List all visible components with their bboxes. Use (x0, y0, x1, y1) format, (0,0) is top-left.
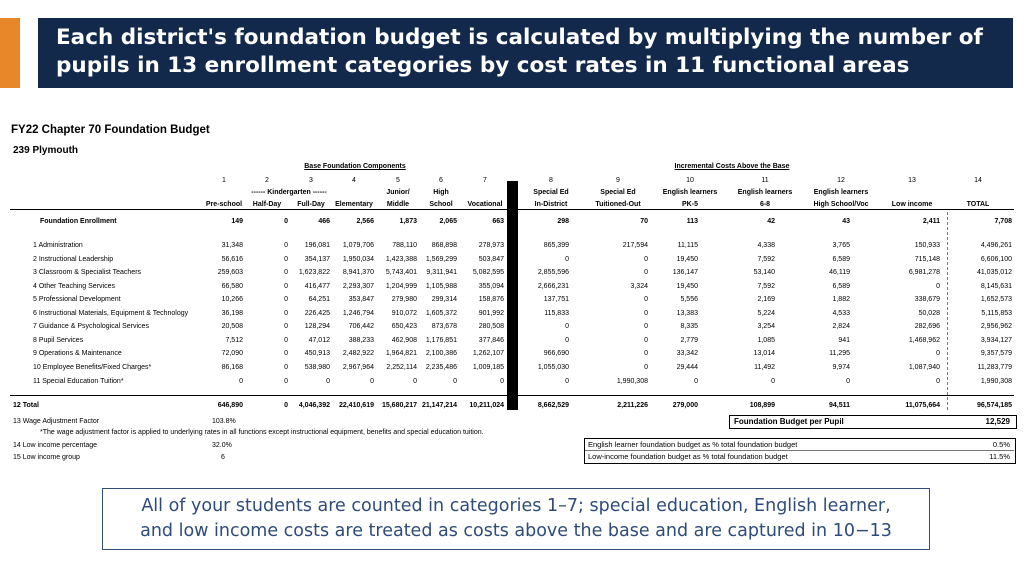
table-cell: 8,941,370 (342, 269, 374, 277)
table-cell: 72,090 (221, 350, 243, 358)
table-cell: 53,140 (753, 269, 775, 277)
table-cell: 1,176,851 (425, 336, 457, 344)
column-separator-bar (507, 181, 518, 410)
incremental-costs-header: Incremental Costs Above the Base (674, 163, 790, 170)
enrollment-value: 2,411 (922, 218, 940, 225)
column-header: Low income (891, 201, 933, 208)
table-cell: 1,990,308 (980, 377, 1012, 385)
table-cell: 2,235,486 (425, 363, 457, 371)
total-cell: 21,147,214 (421, 402, 457, 409)
function-row-label: 2 Instructional Leadership (33, 255, 114, 263)
table-cell: 1,262,107 (472, 350, 504, 358)
table-cell: 462,908 (391, 336, 417, 344)
table-cell: 66,580 (221, 282, 243, 290)
column-header: Half-Day (252, 201, 282, 208)
column-number: 12 (837, 177, 845, 184)
function-row-label: 5 Professional Development (33, 296, 121, 304)
table-cell: 1,990,308 (616, 377, 648, 385)
table-cell: 3,254 (757, 323, 775, 331)
function-row-label: 11 Special Education Tuition* (33, 377, 124, 385)
table-cell: 11,295 (829, 350, 850, 358)
table-cell: 0 (846, 377, 850, 385)
total-cell: 11,075,664 (905, 402, 940, 409)
low-income-group-value: 6 (221, 454, 225, 461)
base-components-header: Base Foundation Components (304, 163, 406, 170)
table-cell: 0 (284, 363, 288, 371)
table-cell: 2,956,962 (980, 323, 1012, 331)
district-name: 239 Plymouth (13, 145, 79, 156)
table-cell: 5,115,853 (981, 309, 1012, 317)
column-number: 7 (483, 177, 487, 184)
table-cell: 1,652,573 (980, 296, 1012, 304)
table-cell: 354,137 (304, 255, 330, 263)
wage-adjustment-label: 13 Wage Adjustment Factor (13, 418, 100, 425)
table-cell: 0 (284, 350, 288, 358)
total-cell: 0 (284, 402, 288, 409)
table-cell: 0 (565, 336, 569, 344)
table-cell: 278,973 (478, 242, 504, 249)
table-cell: 355,094 (478, 282, 504, 290)
table-cell: 29,444 (676, 363, 698, 371)
wage-adjustment-note: *The wage adjustment factor is applied to underlying rates in all functions except instructional equipment, benefits and special education tuition. (40, 429, 484, 436)
total-cell: 96,574,185 (976, 402, 1012, 409)
table-cell: 353,847 (348, 296, 374, 304)
total-rule (10, 395, 1014, 396)
table-cell: 19,450 (676, 282, 698, 290)
caption-line-2: and low income costs are treated as costs above the base and are captured in 10−13 (140, 521, 892, 541)
table-cell: 2,666,231 (537, 282, 569, 290)
function-row-label: 1 Administration (33, 242, 83, 249)
low-income-group-label: 15 Low income group (13, 454, 80, 461)
table-cell: 6,606,100 (980, 255, 1012, 263)
table-cell: 0 (284, 242, 288, 249)
column-header-top: English learners (813, 189, 869, 196)
table-cell: 56,616 (221, 255, 243, 263)
table-cell: 50,028 (918, 309, 940, 317)
table-cell: 196,081 (304, 242, 330, 249)
table-cell: 0 (644, 350, 648, 358)
table-cell: 11,283,779 (977, 363, 1012, 371)
table-cell: 8,335 (680, 323, 698, 331)
column-number: 14 (974, 177, 982, 184)
table-cell: 10,266 (221, 296, 243, 304)
table-cell: 0 (453, 377, 457, 385)
column-number: 2 (265, 177, 269, 184)
table-cell: 650,423 (391, 323, 417, 331)
table-cell: 1,423,388 (385, 255, 417, 263)
table-cell: 2,169 (757, 296, 775, 304)
table-cell: 0 (284, 323, 288, 331)
total-cell: 94,511 (828, 402, 850, 409)
table-cell: 1,623,822 (298, 269, 330, 277)
li-percentage-value: 11.5% (989, 452, 1010, 461)
table-cell: 259,603 (217, 269, 243, 277)
table-cell: 1,605,372 (425, 309, 457, 317)
total-cell: 8,662,529 (537, 402, 569, 409)
kindergarten-group-label: ------ Kindergarten ------ (251, 189, 327, 196)
table-cell: 788,110 (392, 242, 417, 249)
table-cell: 0 (936, 350, 940, 358)
table-cell: 0 (284, 296, 288, 304)
li-percentage-label: Low-income foundation budget as % total foundation budget (588, 452, 788, 461)
table-cell: 2,100,386 (425, 350, 457, 358)
table-cell: 1,204,999 (385, 282, 417, 290)
total-cell: 108,899 (749, 402, 775, 409)
table-cell: 1,882 (832, 296, 850, 304)
enrollment-value: 1,873 (399, 218, 417, 225)
table-cell: 868,898 (431, 242, 457, 249)
function-row-label: 10 Employee Benefits/Fixed Charges* (33, 363, 152, 371)
table-cell: 0 (565, 377, 569, 385)
total-cell: 4,046,392 (298, 402, 330, 409)
table-cell: 3,765 (832, 242, 850, 249)
enrollment-value: 70 (640, 218, 648, 225)
table-cell: 5,082,595 (472, 269, 504, 277)
table-cell: 941 (838, 336, 850, 344)
table-cell: 0 (500, 377, 504, 385)
table-cell: 0 (936, 282, 940, 290)
table-cell: 0 (284, 309, 288, 317)
table-cell: 1,468,962 (908, 336, 940, 344)
table-cell: 9,974 (832, 363, 850, 371)
column-header: Tuitioned-Out (595, 201, 641, 208)
table-cell: 1,087,940 (908, 363, 940, 371)
column-number: 3 (309, 177, 313, 184)
table-cell: 13,014 (753, 350, 775, 358)
table-cell: 0 (413, 377, 417, 385)
column-number: 4 (352, 177, 356, 184)
table-cell: 5,556 (680, 296, 698, 304)
table-cell: 2,824 (832, 323, 850, 331)
table-cell: 9,311,941 (426, 269, 457, 277)
table-cell: 7,512 (225, 336, 243, 344)
table-cell: 31,348 (221, 242, 243, 249)
column-header-top: English learners (737, 189, 793, 196)
table-cell: 2,967,964 (342, 363, 374, 371)
enrollment-value: 0 (284, 218, 288, 225)
table-cell: 9,357,579 (980, 350, 1012, 358)
per-pupil-value: 12,529 (985, 417, 1010, 426)
table-cell: 0 (771, 377, 775, 385)
table-cell: 0 (644, 255, 648, 263)
table-cell: 150,933 (914, 242, 940, 249)
caption-text (103, 494, 929, 544)
table-cell: 6,589 (832, 282, 850, 290)
table-cell: 0 (284, 336, 288, 344)
function-row-label: 8 Pupil Services (33, 336, 84, 344)
table-cell: 5,224 (757, 309, 775, 317)
table-cell: 299,314 (431, 296, 457, 304)
column-number: 11 (761, 177, 769, 184)
table-cell: 47,012 (308, 336, 330, 344)
table-cell: 280,508 (478, 323, 504, 331)
column-number: 1 (222, 177, 226, 184)
column-number: 10 (686, 177, 694, 184)
table-cell: 0 (644, 296, 648, 304)
table-cell: 966,690 (543, 350, 569, 358)
table-cell: 5,743,401 (385, 269, 417, 277)
column-number: 9 (616, 177, 620, 184)
total-cell: 646,890 (217, 402, 243, 409)
table-cell: 7,592 (757, 255, 775, 263)
table-cell: 1,950,034 (342, 255, 374, 263)
table-cell: 873,678 (431, 323, 457, 331)
table-cell: 0 (370, 377, 374, 385)
table-cell: 865,399 (543, 242, 569, 249)
column-header-top: Junior/ (386, 189, 410, 196)
low-income-percentage-value: 32.0% (212, 442, 232, 449)
caption-line-1: All of your students are counted in categories 1–7; special education, English learner, (141, 496, 891, 516)
budget-title: FY22 Chapter 70 Foundation Budget (11, 124, 210, 136)
column-header-top: High (433, 189, 449, 196)
table-cell: 0 (694, 377, 698, 385)
table-cell: 1,055,030 (537, 363, 569, 371)
column-number: 8 (549, 177, 553, 184)
table-cell: 2,855,596 (537, 269, 569, 277)
table-cell: 538,980 (304, 363, 330, 371)
table-cell: 0 (565, 323, 569, 331)
table-cell: 6,589 (832, 255, 850, 263)
total-cell: 2,211,226 (617, 402, 648, 409)
table-cell: 1,964,821 (385, 350, 417, 358)
table-cell: 115,833 (544, 309, 569, 317)
table-cell: 64,251 (308, 296, 330, 304)
table-cell: 4,496,261 (980, 242, 1012, 249)
table-cell: 20,508 (221, 323, 243, 331)
table-cell: 0 (326, 377, 330, 385)
table-cell: 11,492 (754, 363, 775, 371)
table-cell: 1,009,185 (472, 363, 504, 371)
table-cell: 19,450 (676, 255, 698, 263)
enrollment-value: 7,708 (994, 218, 1012, 225)
table-cell: 1,246,794 (342, 309, 374, 317)
column-header-top: Special Ed (600, 189, 636, 196)
column-header: Full-Day (297, 201, 325, 208)
total-row-label: 12 Total (13, 402, 39, 409)
table-cell: 0 (284, 282, 288, 290)
table-cell: 2,293,307 (342, 282, 374, 290)
table-cell: 0 (239, 377, 243, 385)
table-cell: 0 (644, 363, 648, 371)
low-income-percentage-label: 14 Low income percentage (13, 442, 98, 449)
table-cell: 13,383 (676, 309, 698, 317)
table-cell: 226,425 (304, 309, 330, 317)
table-cell: 377,846 (478, 336, 504, 344)
column-header: Vocational (467, 201, 503, 208)
table-cell: 0 (284, 269, 288, 277)
table-cell: 6,981,278 (908, 269, 940, 277)
table-cell: 41,035,012 (976, 269, 1012, 277)
table-cell: 1,105,988 (425, 282, 457, 290)
table-cell: 910,072 (391, 309, 417, 317)
table-cell: 36,198 (221, 309, 243, 317)
table-cell: 0 (644, 309, 648, 317)
total-cell: 15,680,217 (381, 402, 417, 409)
column-header: High School/Voc (813, 201, 869, 208)
table-cell: 2,252,114 (386, 363, 417, 371)
table-cell: 0 (284, 255, 288, 263)
table-cell: 11,115 (677, 242, 698, 249)
function-row-label: 9 Operations & Maintenance (33, 350, 122, 358)
table-cell: 33,342 (676, 350, 698, 358)
table-cell: 416,477 (304, 282, 330, 290)
enrollment-label: Foundation Enrollment (40, 218, 117, 225)
function-row-label: 4 Other Teaching Services (33, 282, 115, 290)
table-cell: 1,569,299 (425, 255, 457, 263)
total-cell: 10,211,024 (469, 402, 504, 409)
table-cell: 388,233 (348, 336, 374, 344)
table-cell: 4,533 (832, 309, 850, 317)
el-percentage-label: English learner foundation budget as % total foundation budget (588, 440, 798, 449)
per-pupil-label: Foundation Budget per Pupil (734, 417, 844, 426)
slide-title-line-2: pupils in 13 enrollment categories by cost rates in 11 functional areas (56, 53, 910, 78)
column-header-top: Special Ed (533, 189, 569, 196)
table-cell: 0 (565, 255, 569, 263)
table-cell: 0 (644, 269, 648, 277)
table-cell: 0 (936, 377, 940, 385)
table-cell: 4,338 (757, 242, 775, 249)
column-number: 5 (396, 177, 400, 184)
column-header: 6-8 (759, 201, 771, 208)
table-cell: 158,876 (478, 296, 504, 304)
enrollment-value: 42 (767, 218, 775, 225)
percentage-box-divider (585, 450, 1014, 451)
enrollment-value: 466 (318, 218, 330, 225)
table-cell: 8,145,631 (980, 282, 1012, 290)
column-number: 13 (908, 177, 916, 184)
slide-title-line-1: Each district's foundation budget is calculated by multiplying the number of (56, 25, 983, 50)
total-column-divider (947, 212, 948, 410)
table-cell: 46,119 (829, 269, 850, 277)
column-header: Elementary (335, 201, 373, 208)
table-cell: 1,085 (757, 336, 775, 344)
table-cell: 0 (644, 336, 648, 344)
table-cell: 282,696 (914, 323, 940, 331)
enrollment-value: 43 (842, 218, 850, 225)
table-cell: 1,079,706 (342, 242, 374, 249)
enrollment-value: 298 (557, 218, 569, 225)
function-row-label: 6 Instructional Materials, Equipment & Technology (33, 309, 189, 317)
table-cell: 137,751 (543, 296, 569, 304)
enrollment-value: 113 (686, 218, 698, 225)
table-cell: 503,847 (478, 255, 504, 263)
enrollment-value: 149 (231, 218, 243, 225)
column-header: Pre-school (205, 201, 243, 208)
table-cell: 2,482,922 (342, 350, 374, 358)
column-header: In-District (534, 201, 568, 208)
total-cell: 22,410,619 (338, 402, 374, 409)
function-row-label: 3 Classroom & Specialist Teachers (33, 269, 142, 277)
column-header-top: English learners (662, 189, 718, 196)
table-cell: 450,913 (304, 350, 330, 358)
table-cell: 128,294 (304, 323, 330, 331)
column-header: School (429, 201, 453, 208)
table-cell: 901,992 (478, 309, 504, 317)
table-cell: 7,592 (757, 282, 775, 290)
table-cell: 136,147 (672, 269, 698, 277)
column-header: TOTAL (966, 201, 990, 208)
column-number: 6 (439, 177, 443, 184)
table-cell: 2,779 (680, 336, 698, 344)
table-cell: 715,148 (914, 255, 940, 263)
caption-box (102, 488, 930, 550)
enrollment-value: 663 (492, 218, 504, 225)
table-cell: 3,934,127 (980, 336, 1012, 344)
table-cell: 0 (644, 323, 648, 331)
header-rule (10, 209, 1014, 210)
enrollment-value: 2,065 (439, 218, 457, 225)
column-header: PK-5 (682, 201, 698, 208)
table-cell: 338,679 (914, 296, 940, 304)
wage-adjustment-value: 103.8% (212, 418, 236, 425)
table-cell: 279,980 (391, 296, 417, 304)
table-cell: 706,442 (348, 323, 374, 331)
table-cell: 217,594 (622, 242, 648, 249)
function-row-label: 7 Guidance & Psychological Services (33, 323, 149, 331)
table-cell: 86,168 (221, 363, 243, 371)
column-header: Middle (386, 201, 410, 208)
total-cell: 279,000 (672, 402, 698, 409)
table-cell: 0 (284, 377, 288, 385)
enrollment-value: 2,566 (356, 218, 374, 225)
table-cell: 3,324 (630, 282, 648, 290)
el-percentage-value: 0.5% (992, 440, 1010, 449)
